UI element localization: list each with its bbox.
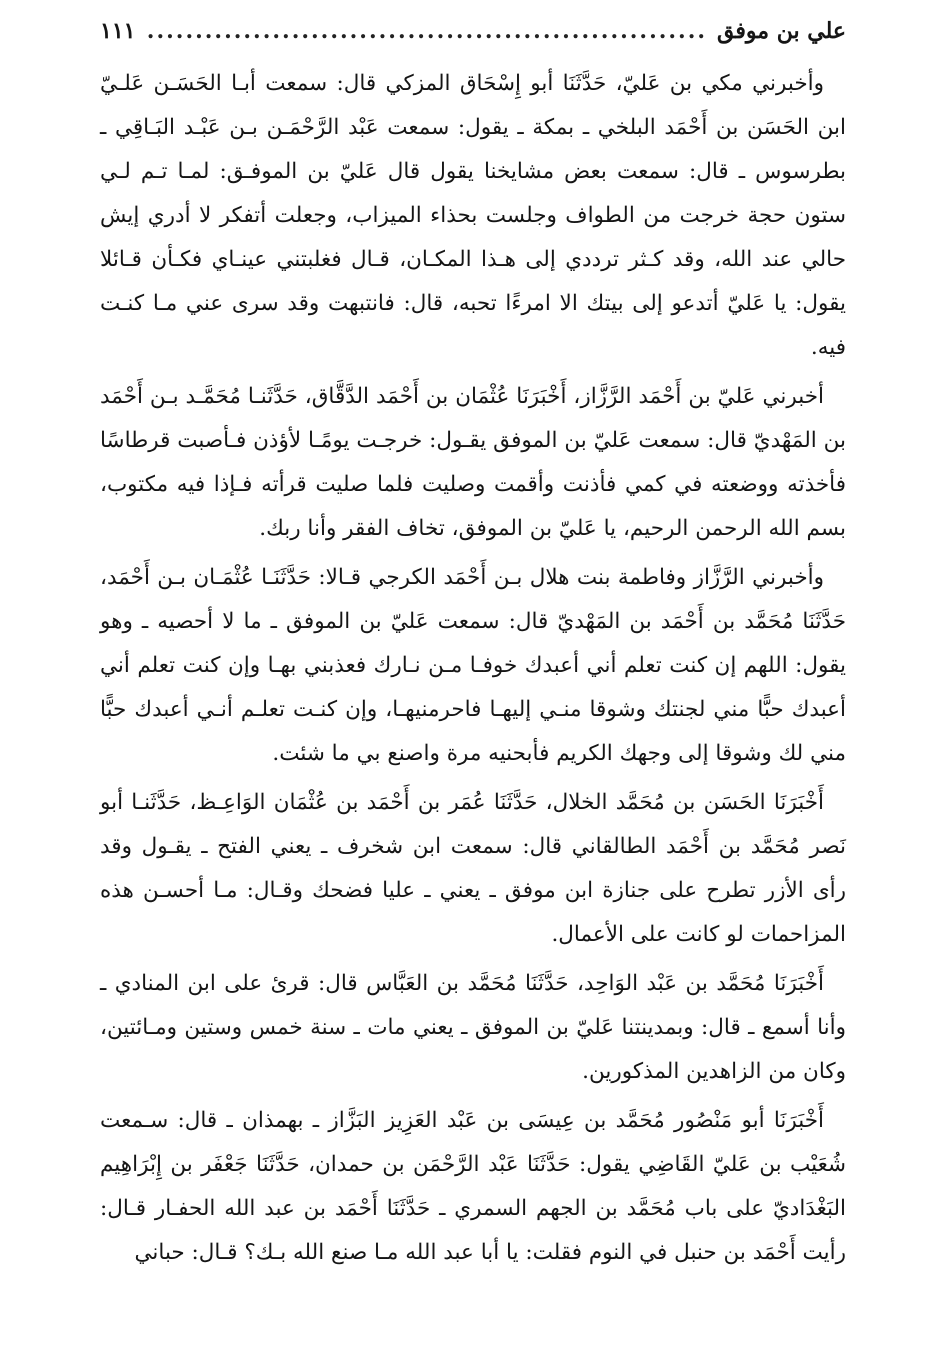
paragraph: أَخْبَرَنَا الحَسَن بن مُحَمَّد الخلال، حَدَّثَنَا عُمَر بن أَحْمَد بن عُثْمَان الوَاعِـظ، حَدَّثَنـا أبو نَصر مُحَمَّد بن أَحْمَد الطالقاني قال: سمعت ابن شخرف ـ يعني الفتح ـ يقـول وقد رأى الأزر تطرح على جنازة ابن موفق ـ يعني ـ عليا فضحك وقـال: مـا أحسـن هذه المزاحمات لو كانت على الأعمال. [100,790,846,947]
leader-dots [145,18,707,44]
running-header [100,18,846,62]
chapter-title: علي بن موفق [717,18,846,44]
book-page [100,18,846,1348]
paragraph: أَخْبَرَنَا أبو مَنْصُور مُحَمَّد بن عِيسَى بن عَبْد العَزِيز البَزَّاز ـ بهمذان ـ قال: سـمعت شُعَيْب بن عَليّ القَاضِي يقول: حَدَّثَنَا عَبْد الرَّحْمَن بن حمدان، حَدَّثَنَا جَعْفَر بن إِبْرَاهِيم البَغْدَاديّ على باب مُحَمَّد بن الجهم السمري ـ حَدَّثَنَا أَحْمَد بن عبد الله الحفـار قـال: رأيت أَحْمَد بن حنبل في النوم فقلت: يا أبا عبد الله مـا صنع الله بـك؟ قـال: حباني [100,1108,846,1265]
paragraph: وأخبرني مكي بن عَليّ، حَدَّثَنَا أبو إِسْحَاق المزكي قال: سمعت أبـا الحَسَـن عَلـيّ ابن الحَسَن بن أَحْمَد البلخي ـ بمكة ـ يقول: سمعت عَبْد الرَّحْمَـن بـن عَبْـد البَـاقِي ـ بطرسوس ـ قال: سمعت بعض مشايخنا يقول قال عَليّ بن الموفـق: لمـا تـم لـي ستون حجة خرجت من الطواف وجلست بحذاء الميزاب، وجعلت أتفكر لا أدري إيش حالي عند الله، وقد كـثر ترددي إلى هـذا المكـان، قـال فغلبتني عينـاي فكـأن قـائلا يقول: يا عَليّ أتدعو إلى بيتك الا امرءًا تحبه، قال: فانتبهت وقد سرى عني مـا كنـت فيه. [100,71,846,360]
paragraph: أَخْبَرَنَا مُحَمَّد بن عَبْد الوَاحِد، حَدَّثَنَا مُحَمَّد بن العَبَّاس قال: قرئ على ابن المنادي ـ وأنا أسمع ـ قال: وبمدينتنا عَليّ بن الموفق ـ يعني مات ـ سنة خمس وستين ومـائتين، وكان من الزاهدين المذكورين. [100,971,846,1084]
body-text [100,62,846,1275]
page-number: ١١١ [100,18,136,44]
paragraph: وأخبرني الرَّزَّاز وفاطمة بنت هلال بـن أَحْمَد الكرجي قـالا: حَدَّثَنَـا عُثْمَـان بـن أَحْمَد، حَدَّثَنَا مُحَمَّد بن أَحْمَد بن المَهْديّ قال: سمعت عَليّ بن الموفق ـ ما لا أحصيه ـ وهو يقول: اللهم إن كنت تعلم أني أعبدك خوفـا مـن نـارك فعذبني بهـا وإن كنت تعلم أني أعبدك حبًّا مني لجنتك وشوقا منـي إليهـا فاحرمنيهـا، وإن كنـت تعلـم أنـي أعبدك حبًّا مني لك وشوقا إلى وجهك الكريم فأبحنيه مرة واصنع بي ما شئت. [100,565,846,766]
paragraph: أخبرني عَليّ بن أَحْمَد الرَّزَّاز، أَخْبَرَنَا عُثْمَان بن أَحْمَد الدَّقَّاق، حَدَّثَنـا مُحَمَّـد بـن أَحْمَد بن المَهْديّ قال: سمعت عَليّ بن الموفق يقـول: خرجـت يومًـا لأؤذن فـأصبت قرطاسًا فأخذته ووضعته في كمي فأذنت وأقمت وصليت فلما صليت قرأته فـإذا فيه مكتوب، بسم الله الرحمن الرحيم، يا عَليّ بن الموفق، تخاف الفقر وأنا ربك. [100,384,846,541]
